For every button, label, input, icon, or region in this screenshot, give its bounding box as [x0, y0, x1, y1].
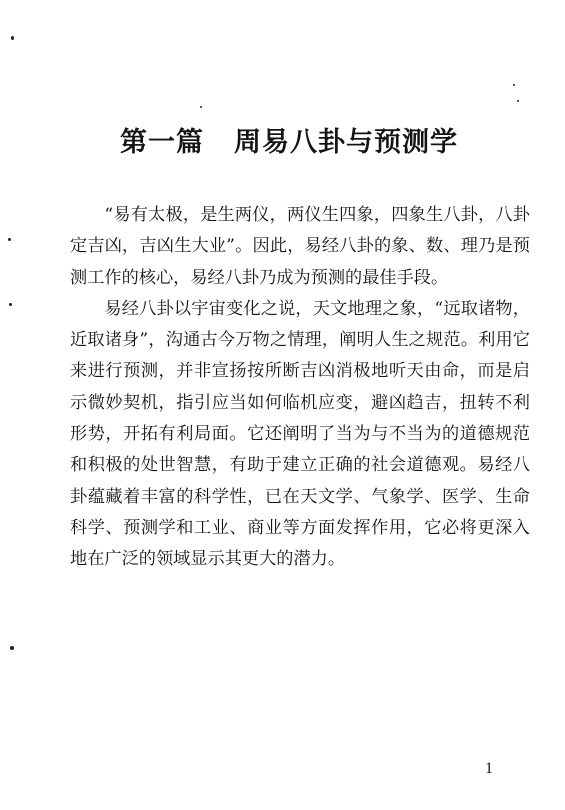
scan-speck — [10, 646, 14, 650]
body-text — [70, 200, 530, 576]
page-number: 1 — [485, 760, 493, 777]
chapter-name: 周易八卦与预测学 — [234, 127, 458, 158]
scan-speck — [11, 36, 14, 40]
paragraph: “易有太极，是生两仪，两仪生四象，四象生八卦，八卦定吉凶，吉凶生大业”。因此，易经八卦的象、数、理乃是预测工作的核心，易经八卦乃成为预测的最佳手段。 — [70, 205, 530, 288]
scan-speck — [9, 303, 12, 306]
chapter-part-label: 第一篇 — [120, 127, 204, 158]
chapter-title — [120, 120, 500, 159]
scan-speck — [517, 100, 519, 102]
scan-speck — [513, 84, 515, 86]
scan-speck — [200, 106, 202, 108]
scan-speck — [8, 238, 11, 241]
paragraph: 易经八卦以宇宙变化之说，天文地理之象，“远取诸物，近取诸身”，沟通古今万物之情理，阐明人生之规范。利用它来进行预测，并非宣扬按所断吉凶消极地听天由命，而是启示微妙契机，指引应当如何临机应变，避凶趋吉，扭转不利形势，开拓有利局面。它还阐明了当为与不当为的道德规范和积极的处世智慧，有助于建立正确的社会道德观。易经八卦蕴藏着丰富的科学性，已在天文学、气象学、医学、生命科学、预测学和工业、商业等方面发挥作用，它必将更深入地在广泛的领域显示其更大的潜力。 — [70, 298, 530, 570]
